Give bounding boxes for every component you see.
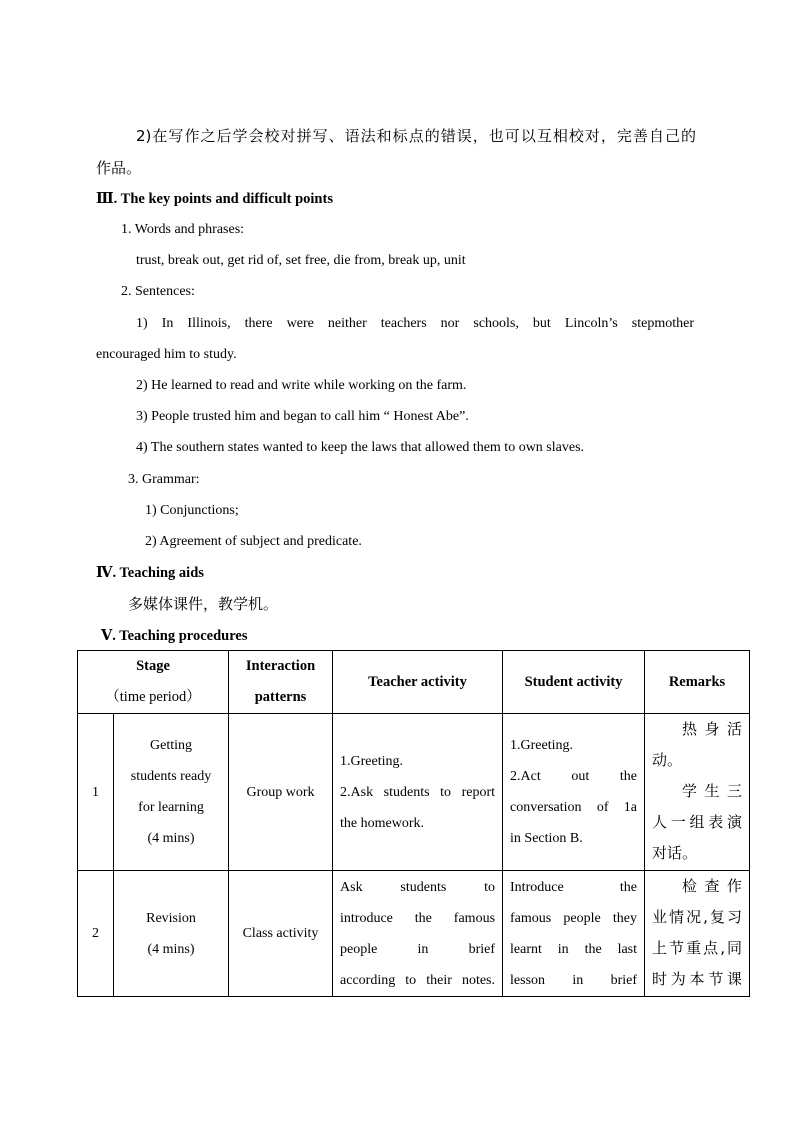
header-stage [78, 651, 229, 714]
row-2-remarks-line-2: 业情况,复习 [652, 908, 743, 926]
row-2-remarks-line-3: 上节重点,同 [652, 939, 743, 957]
row-2-teacher-line-2: introduce the famous [340, 910, 496, 926]
section-3-heading: Ⅲ. The key points and difficult points [96, 191, 333, 207]
sentence-1-line-2: encouraged him to study. [96, 347, 237, 362]
sentence-4: 4) The southern states wanted to keep the laws that allowed them to own slaves. [136, 440, 585, 455]
row-1-teacher-activity [333, 714, 503, 871]
row-1-stage-line-4: (4 mins) [147, 831, 195, 846]
words-list: trust, break out, get rid of, set free, die from, break up, unit [136, 253, 466, 268]
row-1-teacher-line-2: 2.Ask students to report [340, 784, 496, 800]
grammar-item-1: 1) Conjunctions; [145, 503, 239, 518]
header-teacher-activity: Teacher activity [333, 651, 503, 714]
header-interaction-line-2: patterns [254, 689, 307, 705]
header-remarks: Remarks [645, 651, 750, 714]
row-2-teacher-line-1: Ask students to [340, 879, 496, 895]
sentence-1-line-1: 1) In Illinois, there were neither teachers nor schools, but Lincoln’s stepmother [136, 316, 694, 331]
table-row [78, 871, 750, 997]
row-1-student-line-4: in Section B. [510, 831, 583, 846]
section-4-heading: Ⅳ. Teaching aids [96, 565, 204, 581]
row-1-remarks-line-5: 对话。 [652, 844, 698, 862]
words-label: 1. Words and phrases: [121, 222, 245, 237]
row-1-remarks-line-4: 人一组表演 [652, 813, 743, 831]
objective-item-2-line-2: 作品。 [96, 159, 142, 177]
sentence-2: 2) He learned to read and write while working on the farm. [136, 378, 467, 393]
row-1-remarks-line-2: 动。 [652, 751, 683, 769]
row-1-student-line-2: 2.Act out the [510, 769, 638, 784]
row-1-teacher-line-3: the homework. [340, 815, 424, 831]
row-2-number: 2 [78, 871, 114, 997]
row-1-stage [114, 714, 229, 871]
row-1-remarks [645, 714, 750, 871]
header-stage-label: Stage [136, 658, 170, 674]
row-2-interaction: Class activity [229, 871, 333, 997]
row-1-student-activity [503, 714, 645, 871]
objective-item-2-line-1: 2)在写作之后学会校对拼写、语法和标点的错误，也可以互相校对，完善自己的 [136, 127, 696, 145]
row-2-teacher-line-3: people in brief [340, 941, 496, 957]
row-2-student-activity [503, 871, 645, 997]
row-2-teacher-line-4: according to their notes. [340, 972, 496, 988]
header-interaction-line-1: Interaction [245, 658, 316, 674]
row-2-remarks-line-4: 时为本节课 [652, 970, 743, 988]
row-2-student-line-2: famous people they [510, 910, 638, 926]
row-2-teacher-activity [333, 871, 503, 997]
row-2-stage-line-1: Revision [146, 910, 196, 926]
row-1-teacher-line-1: 1.Greeting. [340, 753, 403, 769]
row-1-stage-line-3: for learning [138, 800, 204, 815]
sentence-3: 3) People trusted him and began to call him “ Honest Abe”. [136, 409, 469, 424]
row-2-remarks-line-1: 检查作 [682, 877, 743, 895]
row-1-student-line-3: conversation of 1a [510, 800, 638, 815]
sentences-label: 2. Sentences: [121, 284, 195, 299]
teaching-aids-content: 多媒体课件，教学机。 [128, 595, 279, 613]
header-stage-sub: （time period） [105, 689, 201, 705]
grammar-item-2: 2) Agreement of subject and predicate. [145, 534, 362, 549]
row-1-interaction: Group work [229, 714, 333, 871]
grammar-label: 3. Grammar: [128, 472, 200, 487]
table-row [78, 714, 750, 871]
row-1-stage-line-2: students ready [130, 769, 212, 784]
row-1-number: 1 [78, 714, 114, 871]
row-2-stage [114, 871, 229, 997]
row-1-stage-line-1: Getting [150, 738, 192, 753]
row-1-remarks-line-3: 学生三 [682, 782, 743, 800]
header-interaction [229, 651, 333, 714]
procedures-table [77, 650, 750, 997]
row-2-stage-line-2: (4 mins) [147, 941, 195, 957]
row-2-student-line-4: lesson in brief [510, 972, 638, 988]
row-2-student-line-3: learnt in the last [510, 941, 638, 957]
table-header-row [78, 651, 750, 714]
row-1-remarks-line-1: 热身活 [682, 720, 743, 738]
row-1-student-line-1: 1.Greeting. [510, 738, 573, 753]
row-2-student-line-1: Introduce the [510, 879, 638, 895]
header-student-activity: Student activity [503, 651, 645, 714]
row-2-remarks [645, 871, 750, 997]
section-5-heading: Ⅴ. Teaching procedures [101, 628, 248, 644]
